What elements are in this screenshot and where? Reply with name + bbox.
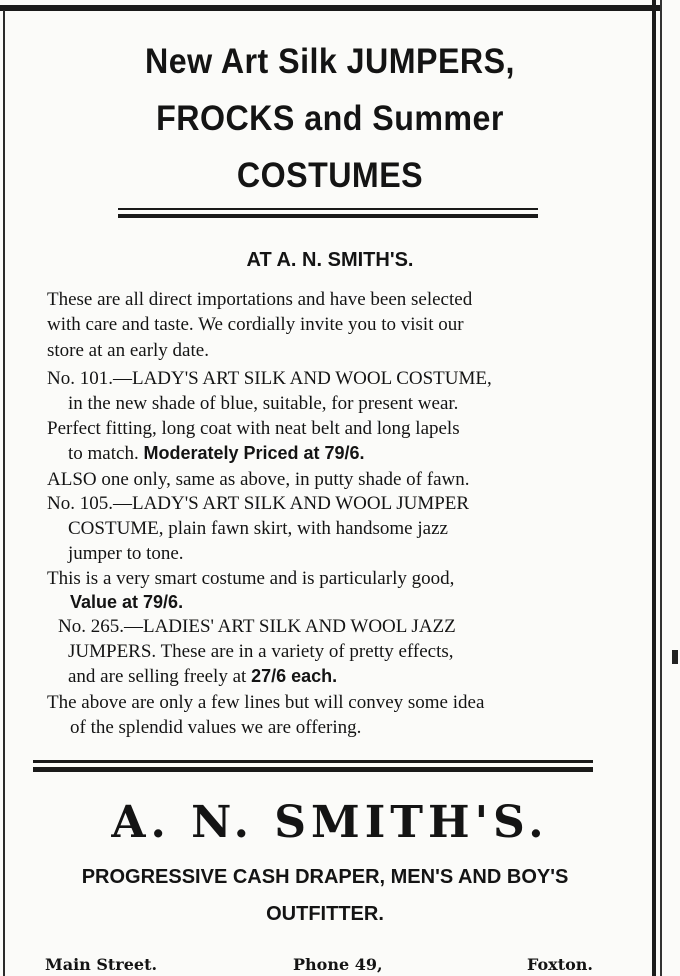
intro-line-2: with care and taste. We cordially invite you to visit our — [47, 314, 464, 335]
item-265-line-1: No. 265.—LADIES' ART SILK AND WOOL JAZZ — [58, 616, 456, 637]
item-265-line-3 — [68, 664, 337, 689]
subheading: AT A. N. SMITH'S. — [246, 249, 414, 271]
headline-line-1: New Art Silk JUMPERS, — [145, 42, 515, 81]
item-265-line-2: JUMPERS. These are in a variety of pretty effects, — [68, 641, 454, 662]
item-105-line-4: This is a very smart costume and is particularly good, — [47, 568, 455, 589]
item-101-line-4 — [68, 441, 365, 466]
left-border — [3, 10, 5, 976]
item-105-line-1: No. 105.—LADY'S ART SILK AND WOOL JUMPER — [47, 493, 470, 514]
item-101-line-4-text: to match. — [68, 443, 139, 464]
footer-address: Main Street. — [45, 955, 158, 974]
headline-line-2: FROCKS and Summer — [156, 99, 504, 138]
intro-line-3: store at an early date. — [47, 340, 209, 361]
headline-line-3: COSTUMES — [236, 156, 424, 195]
closing-line-2: of the splendid values we are offering. — [70, 717, 362, 738]
slogan-line-1: PROGRESSIVE CASH DRAPER, MEN'S AND BOY'S — [81, 866, 569, 888]
headline-rule-top — [118, 208, 538, 210]
right-border-outer — [660, 0, 662, 976]
intro-line-1: These are all direct importations and have been selected — [47, 289, 473, 310]
item-101-line-2: in the new shade of blue, suitable, for present wear. — [68, 393, 459, 414]
item-265-price: 27/6 each. — [251, 666, 338, 686]
top-border — [0, 5, 660, 11]
footer-phone: Phone 49, — [293, 955, 383, 974]
closing-line-1: The above are only a few lines but will convey some idea — [47, 692, 485, 713]
footer-town: Foxton. — [527, 955, 593, 974]
also-line: ALSO one only, same as above, in putty shade of fawn. — [47, 469, 470, 490]
headline-rule-bottom — [118, 214, 538, 218]
store-name: A. N. SMITH'S. — [111, 797, 549, 848]
item-105-line-2: COSTUME, plain fawn skirt, with handsome jazz — [68, 518, 448, 539]
item-101-price: Moderately Priced at 79/6. — [143, 443, 365, 463]
store-rule-bottom — [33, 767, 593, 772]
store-rule-top — [33, 760, 593, 763]
item-105-price: Value at 79/6. — [70, 592, 184, 612]
edge-mark — [672, 650, 678, 664]
item-101-line-1: No. 101.—LADY'S ART SILK AND WOOL COSTUME, — [47, 368, 492, 389]
item-101-line-3: Perfect fitting, long coat with neat belt and long lapels — [47, 418, 460, 439]
item-265-line-3-text: and are selling freely at — [68, 666, 247, 687]
item-105-line-3: jumper to tone. — [68, 543, 184, 564]
right-border — [652, 0, 656, 976]
slogan-line-2: OUTFITTER. — [266, 903, 384, 925]
